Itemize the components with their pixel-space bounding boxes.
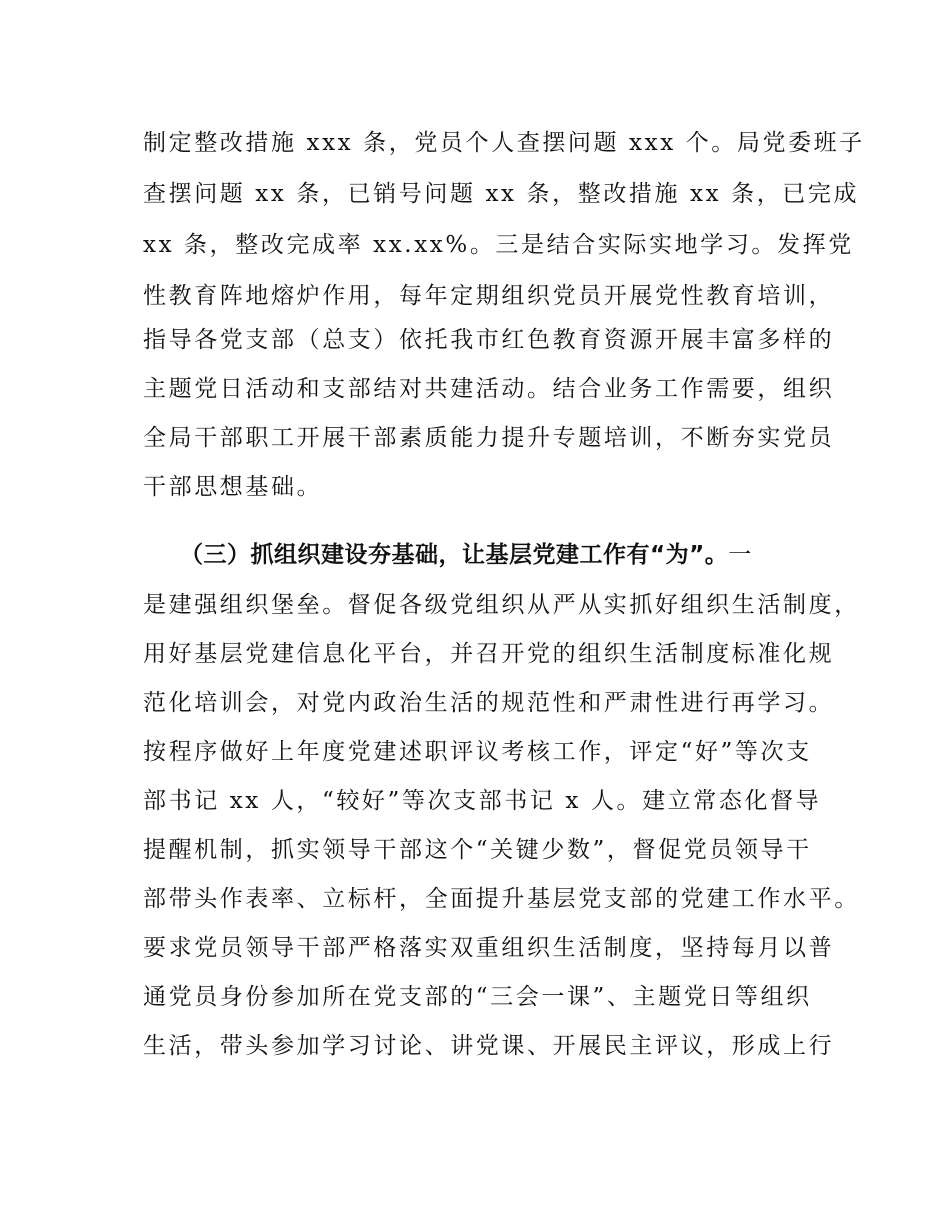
text-line: 指导各党支部（总支）依托我市红色教育资源开展丰富多样的 [143,327,835,353]
section-heading-line [180,540,860,570]
text-line: 干部思想基础。 [143,474,323,500]
text-line: xx 条，整改完成率 xx.xx%。三是结合实际实地学习。发挥党 [143,232,854,258]
text-line: 提醒机制，抓实领导干部这个“关键少数”，督促党员领导干 [143,837,812,863]
text-line: 性教育阵地熔炉作用，每年定期组织党员开展党性教育培训， [143,283,835,309]
text-line: 要求党员领导干部严格落实双重组织生活制度，坚持每月以普 [143,935,835,961]
section-heading-tail: 一 [728,542,754,568]
text-line: 主题党日活动和支部结对共建活动。结合业务工作需要，组织 [143,376,835,402]
text-line: 查摆问题 xx 条，已销号问题 xx 条，整改措施 xx 条，已完成 [143,181,860,207]
text-line: 制定整改措施 xxx 条，党员个人查摆问题 xxx 个。局党委班子 [143,130,865,156]
text-line: 生活，带头参加学习讨论、讲党课、开展民主评议，形成上行 [143,1033,835,1059]
text-line: 按程序做好上年度党建述职评议考核工作，评定“好”等次支 [143,739,812,765]
text-line: 部书记 xx 人，“较好”等次支部书记 x 人。建立常态化督导 [143,788,822,814]
text-line: 是建强组织堡垒。督促各级党组织从严从实抓好组织生活制度， [143,592,860,618]
text-line: 通党员身份参加所在党支部的“三会一课”、主题党日等组织 [143,984,812,1010]
text-line: 全局干部职工开展干部素质能力提升专题培训，不断夯实党员 [143,425,835,451]
text-line: 范化培训会，对党内政治生活的规范性和严肃性进行再学习。 [143,690,835,716]
text-line: 部带头作表率、立标杆，全面提升基层党支部的党建工作水平。 [143,886,860,912]
text-line: 用好基层党建信息化平台，并召开党的组织生活制度标准化规 [143,641,835,667]
section-heading: （三）抓组织建设夯基础，让基层党建工作有“为”。 [180,542,729,568]
